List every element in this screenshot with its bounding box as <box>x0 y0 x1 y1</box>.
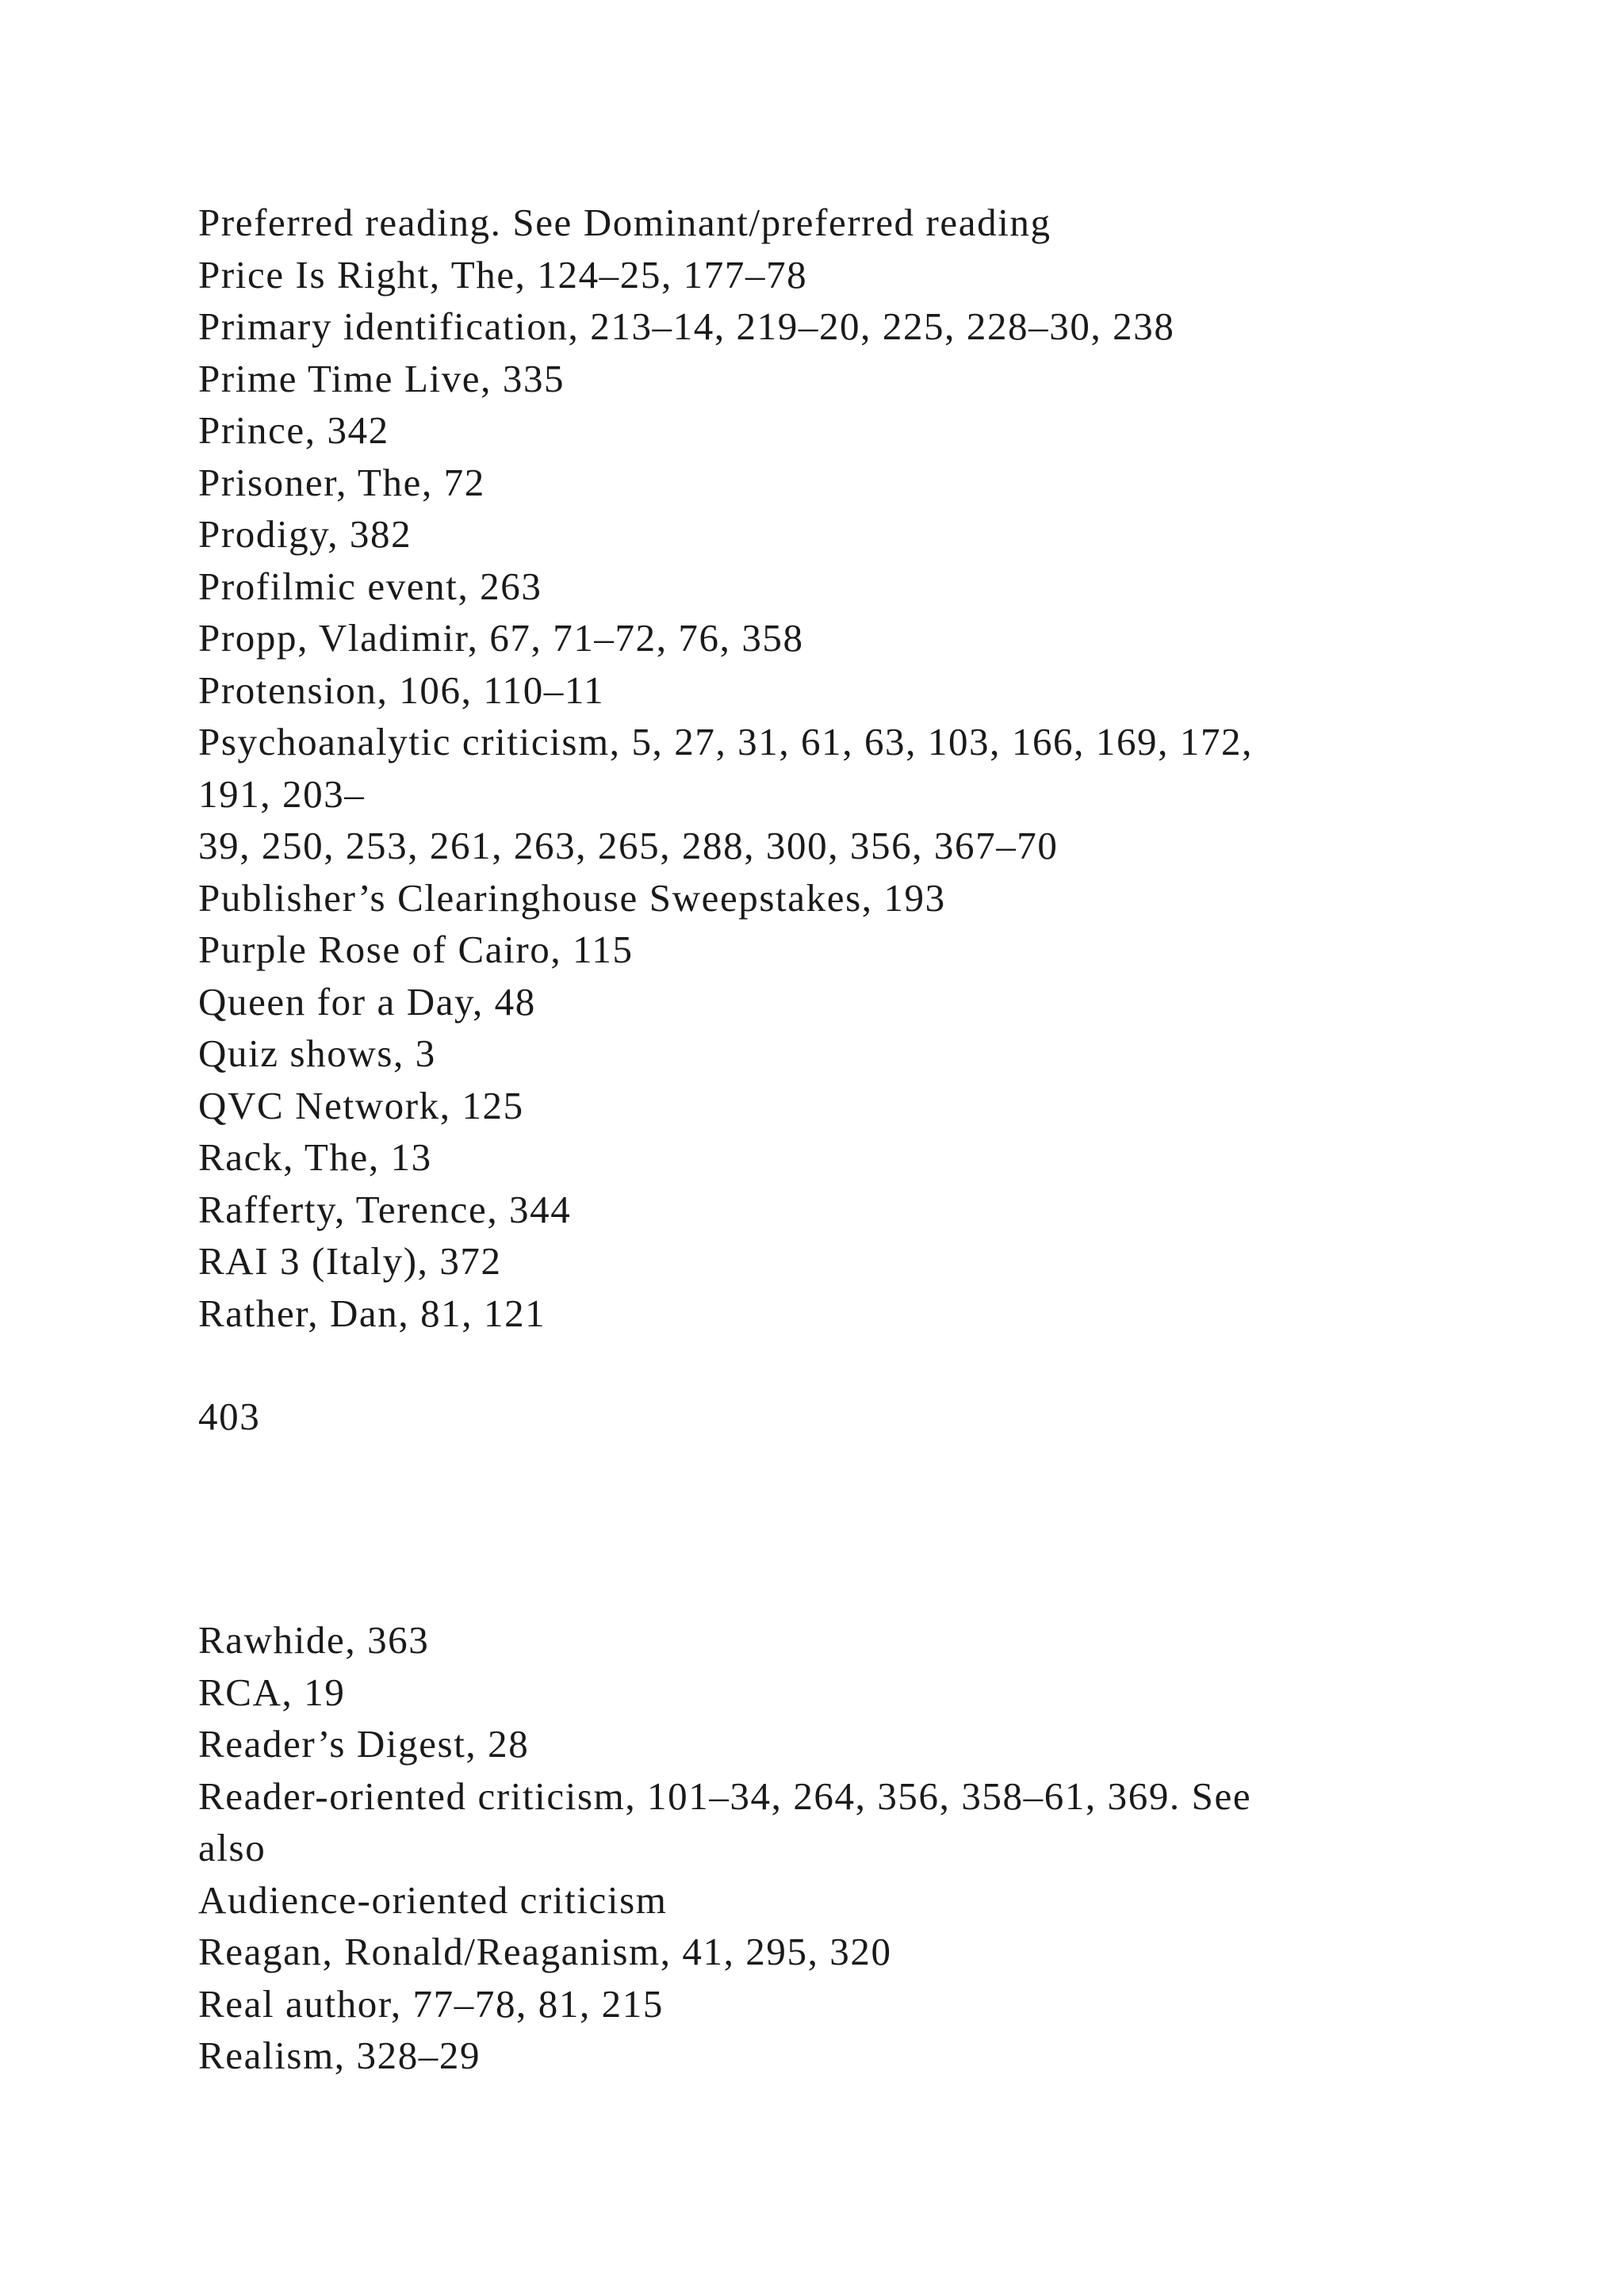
index-entry: Prodigy, 382 <box>198 512 412 556</box>
index-entry: Reader’s Digest, 28 <box>198 1722 530 1766</box>
index-entry: Rack, The, 13 <box>198 1135 432 1179</box>
index-entry: Preferred reading. See Dominant/preferred reading <box>198 201 1051 244</box>
index-entry: Psychoanalytic criticism, 5, 27, 31, 61, 63, 103, 166, 169, 172, <box>198 720 1254 763</box>
index-entry-continuation: Audience-oriented criticism <box>198 1877 668 1922</box>
index-entry: Rather, Dan, 81, 121 <box>198 1291 546 1335</box>
index-entry: Prisoner, The, 72 <box>198 460 485 504</box>
index-entry: Realism, 328–29 <box>198 2034 481 2077</box>
index-entry: Publisher’s Clearinghouse Sweepstakes, 193 <box>198 875 946 920</box>
index-entry: Profilmic event, 263 <box>198 564 542 608</box>
index-entry-continuation: also <box>198 1826 266 1869</box>
index-entry: Real author, 77–78, 81, 215 <box>198 1981 664 2026</box>
index-entry: RCA, 19 <box>198 1670 346 1714</box>
index-entry: Purple Rose of Cairo, 115 <box>198 928 634 971</box>
index-entry: Rafferty, Terence, 344 <box>198 1187 572 1231</box>
index-entry-continuation: 39, 250, 253, 261, 263, 265, 288, 300, 356, 367–70 <box>198 824 1059 867</box>
index-entry: Rawhide, 363 <box>198 1618 430 1662</box>
index-entry: Primary identification, 213–14, 219–20, 225, 228–30, 238 <box>198 304 1175 348</box>
index-section-bottom <box>198 1614 1467 2082</box>
index-section-top <box>198 197 1467 1339</box>
page-number: 403 <box>198 1395 261 1438</box>
index-entry: QVC Network, 125 <box>198 1083 524 1127</box>
index-entry: Prince, 342 <box>198 408 389 452</box>
index-entry: Quiz shows, 3 <box>198 1031 436 1075</box>
index-entry: Reader-oriented criticism, 101–34, 264, 356, 358–61, 369. See <box>198 1774 1252 1818</box>
index-entry: Prime Time Live, 335 <box>198 356 565 400</box>
index-entry-continuation: 191, 203– <box>198 771 366 816</box>
index-entry: Propp, Vladimir, 67, 71–72, 76, 358 <box>198 616 804 660</box>
index-entry: Queen for a Day, 48 <box>198 979 536 1024</box>
index-entry: Reagan, Ronald/Reaganism, 41, 295, 320 <box>198 1930 892 1973</box>
index-entry: Price Is Right, The, 124–25, 177–78 <box>198 252 808 297</box>
index-entry: Protension, 106, 110–11 <box>198 668 605 712</box>
index-entry: RAI 3 (Italy), 372 <box>198 1239 502 1283</box>
